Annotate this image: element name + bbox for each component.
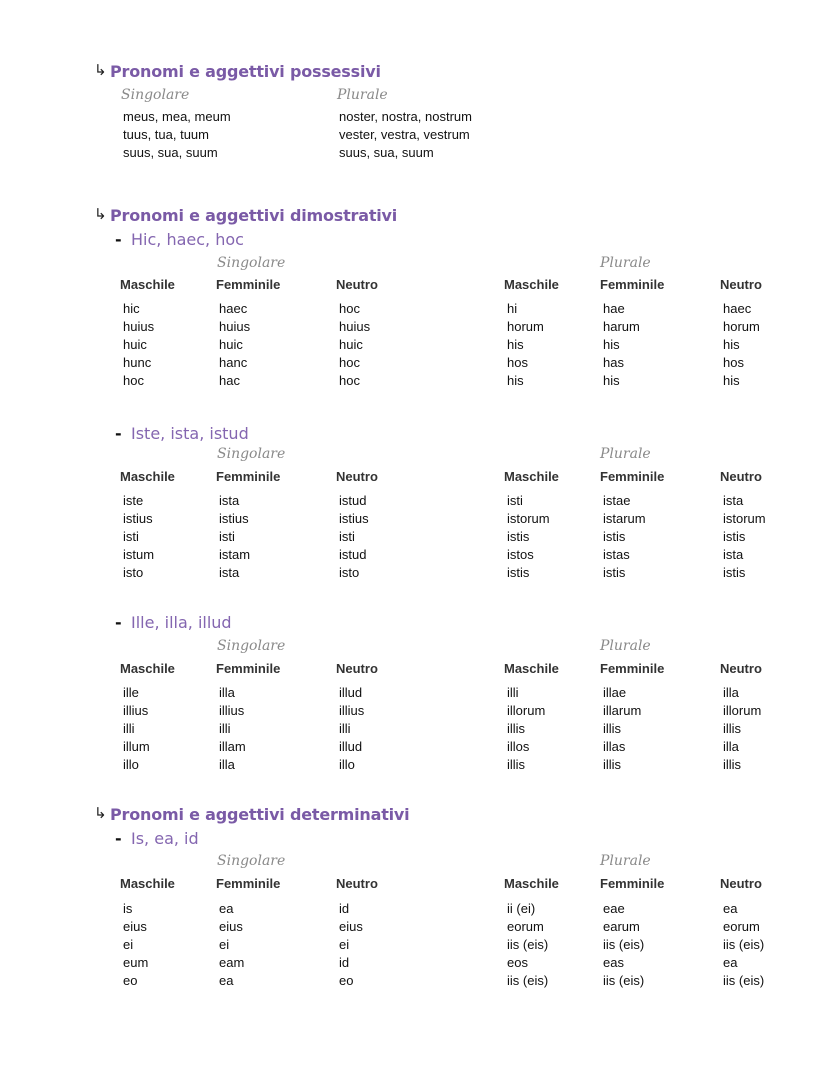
table-cell: huius bbox=[123, 319, 155, 334]
table-cell: illis bbox=[723, 721, 742, 736]
table-cell: illi bbox=[507, 685, 519, 700]
table-cell: eorum bbox=[723, 919, 760, 934]
table-cell: istius bbox=[219, 511, 249, 526]
table-cell: ista bbox=[219, 565, 240, 580]
table-cell: earum bbox=[603, 919, 640, 934]
table-cell: iis (eis) bbox=[507, 973, 549, 988]
table-cell: hi bbox=[507, 301, 518, 316]
table-cell: ista bbox=[723, 547, 744, 562]
column-header: Femminile bbox=[216, 876, 281, 891]
table-title: Is, ea, id bbox=[131, 829, 199, 848]
plural-label: Plurale bbox=[600, 255, 651, 271]
table-cell: ea bbox=[219, 973, 234, 988]
table-cell: istis bbox=[507, 529, 530, 544]
table-cell: illam bbox=[219, 739, 246, 754]
table-cell: eius bbox=[123, 919, 147, 934]
table-cell: id bbox=[339, 901, 350, 916]
column-header: Maschile bbox=[504, 277, 559, 292]
plural-label: Plurale bbox=[600, 446, 651, 462]
table-cell: istarum bbox=[603, 511, 646, 526]
table-cell: istud bbox=[339, 493, 367, 508]
table-cell: haec bbox=[219, 301, 248, 316]
table-cell: ea bbox=[219, 901, 234, 916]
column-header: Neutro bbox=[720, 469, 762, 484]
column-header: Neutro bbox=[720, 876, 762, 891]
table-cell: has bbox=[603, 355, 624, 370]
column-header: Maschile bbox=[504, 469, 559, 484]
table-cell: eam bbox=[219, 955, 245, 970]
column-header: Maschile bbox=[504, 876, 559, 891]
table-cell: illis bbox=[507, 757, 526, 772]
table-cell: hos bbox=[507, 355, 528, 370]
table-cell: istius bbox=[339, 511, 369, 526]
possessive-singular-form: suus, sua, suum bbox=[123, 145, 218, 160]
table-cell: harum bbox=[603, 319, 640, 334]
table-cell: huic bbox=[219, 337, 243, 352]
table-cell: illa bbox=[723, 739, 739, 754]
table-cell: illius bbox=[123, 703, 149, 718]
table-title: Iste, ista, istud bbox=[131, 424, 249, 443]
table-cell: istam bbox=[219, 547, 251, 562]
table-cell: eum bbox=[123, 955, 149, 970]
table-cell: istos bbox=[507, 547, 534, 562]
column-header: Neutro bbox=[336, 469, 378, 484]
singular-label: Singolare bbox=[217, 446, 286, 462]
column-header: Maschile bbox=[120, 661, 175, 676]
table-cell: his bbox=[723, 337, 740, 352]
column-header: Neutro bbox=[720, 277, 762, 292]
column-header: Neutro bbox=[336, 661, 378, 676]
table-cell: ea bbox=[723, 901, 738, 916]
table-cell: istis bbox=[723, 529, 746, 544]
plural-label: Plurale bbox=[337, 87, 388, 103]
table-cell: hoc bbox=[339, 355, 360, 370]
plural-label: Plurale bbox=[600, 853, 651, 869]
table-cell: istis bbox=[507, 565, 530, 580]
table-title: Ille, illa, illud bbox=[131, 613, 232, 632]
table-cell: illas bbox=[603, 739, 626, 754]
table-cell: hae bbox=[603, 301, 625, 316]
table-cell: eae bbox=[603, 901, 625, 916]
table-cell: hanc bbox=[219, 355, 248, 370]
table-cell: horum bbox=[723, 319, 760, 334]
table-cell: istud bbox=[339, 547, 367, 562]
column-header: Femminile bbox=[216, 469, 281, 484]
table-cell: isti bbox=[123, 529, 139, 544]
table-cell: ei bbox=[219, 937, 230, 952]
arrow-icon: ↳ bbox=[94, 205, 107, 223]
possessive-plural-form: vester, vestra, vestrum bbox=[339, 127, 470, 142]
table-cell: illud bbox=[339, 739, 363, 754]
possessive-singular-form: meus, mea, meum bbox=[123, 109, 231, 124]
column-header: Neutro bbox=[336, 876, 378, 891]
table-cell: illi bbox=[123, 721, 135, 736]
table-cell: ista bbox=[219, 493, 240, 508]
table-cell: illorum bbox=[507, 703, 546, 718]
table-cell: eos bbox=[507, 955, 528, 970]
section-title-dimostrativi: Pronomi e aggettivi dimostrativi bbox=[110, 206, 398, 225]
table-cell: huius bbox=[219, 319, 251, 334]
table-cell: iste bbox=[123, 493, 144, 508]
table-cell: illo bbox=[123, 757, 139, 772]
table-cell: his bbox=[507, 337, 524, 352]
table-cell: huic bbox=[123, 337, 147, 352]
table-cell: illae bbox=[603, 685, 627, 700]
table-cell: eius bbox=[339, 919, 363, 934]
table-cell: horum bbox=[507, 319, 544, 334]
singular-label: Singolare bbox=[217, 853, 286, 869]
table-cell: hoc bbox=[123, 373, 144, 388]
table-cell: eorum bbox=[507, 919, 544, 934]
singular-label: Singolare bbox=[217, 255, 286, 271]
column-header: Femminile bbox=[600, 469, 665, 484]
table-cell: illis bbox=[723, 757, 742, 772]
table-cell: istis bbox=[723, 565, 746, 580]
table-cell: his bbox=[603, 373, 620, 388]
table-cell: illi bbox=[219, 721, 231, 736]
table-cell: hic bbox=[123, 301, 140, 316]
table-cell: illo bbox=[339, 757, 355, 772]
column-header: Neutro bbox=[336, 277, 378, 292]
list-dash: - bbox=[115, 613, 122, 632]
table-cell: isti bbox=[219, 529, 235, 544]
arrow-icon: ↳ bbox=[94, 61, 107, 79]
column-header: Femminile bbox=[600, 661, 665, 676]
arrow-icon: ↳ bbox=[94, 804, 107, 822]
table-cell: iis (eis) bbox=[603, 973, 645, 988]
table-cell: istas bbox=[603, 547, 630, 562]
table-cell: isto bbox=[123, 565, 144, 580]
column-header: Femminile bbox=[216, 661, 281, 676]
column-header: Maschile bbox=[120, 469, 175, 484]
table-cell: is bbox=[123, 901, 133, 916]
possessive-plural-form: suus, sua, suum bbox=[339, 145, 434, 160]
table-cell: ii (ei) bbox=[507, 901, 536, 916]
table-title: Hic, haec, hoc bbox=[131, 230, 244, 249]
table-cell: id bbox=[339, 955, 350, 970]
table-cell: hunc bbox=[123, 355, 152, 370]
table-cell: eius bbox=[219, 919, 243, 934]
table-cell: his bbox=[723, 373, 740, 388]
table-cell: illis bbox=[507, 721, 526, 736]
table-cell: illum bbox=[123, 739, 150, 754]
list-dash: - bbox=[115, 230, 122, 249]
section-title-possessivi: Pronomi e aggettivi possessivi bbox=[110, 62, 381, 81]
table-cell: eo bbox=[339, 973, 354, 988]
column-header: Maschile bbox=[120, 876, 175, 891]
table-cell: iis (eis) bbox=[723, 973, 765, 988]
column-header: Femminile bbox=[600, 277, 665, 292]
plural-label: Plurale bbox=[600, 638, 651, 654]
table-cell: iis (eis) bbox=[723, 937, 765, 952]
column-header: Femminile bbox=[216, 277, 281, 292]
table-cell: istorum bbox=[507, 511, 550, 526]
table-cell: illius bbox=[219, 703, 245, 718]
table-cell: hoc bbox=[339, 301, 360, 316]
table-cell: huius bbox=[339, 319, 371, 334]
column-header: Femminile bbox=[600, 876, 665, 891]
table-cell: illarum bbox=[603, 703, 642, 718]
table-cell: illis bbox=[603, 757, 622, 772]
column-header: Maschile bbox=[120, 277, 175, 292]
table-cell: hac bbox=[219, 373, 240, 388]
table-cell: istius bbox=[123, 511, 153, 526]
possessive-singular-form: tuus, tua, tuum bbox=[123, 127, 209, 142]
table-cell: istis bbox=[603, 529, 626, 544]
table-cell: illa bbox=[219, 685, 235, 700]
table-cell: illud bbox=[339, 685, 363, 700]
table-cell: illorum bbox=[723, 703, 762, 718]
table-cell: illa bbox=[723, 685, 739, 700]
table-cell: illi bbox=[339, 721, 351, 736]
singular-label: Singolare bbox=[217, 638, 286, 654]
table-cell: illos bbox=[507, 739, 530, 754]
list-dash: - bbox=[115, 829, 122, 848]
table-cell: istorum bbox=[723, 511, 766, 526]
table-cell: ista bbox=[723, 493, 744, 508]
table-cell: illius bbox=[339, 703, 365, 718]
table-cell: eas bbox=[603, 955, 624, 970]
table-cell: istae bbox=[603, 493, 631, 508]
table-cell: his bbox=[507, 373, 524, 388]
table-cell: isti bbox=[507, 493, 523, 508]
table-cell: iis (eis) bbox=[603, 937, 645, 952]
column-header: Maschile bbox=[504, 661, 559, 676]
table-cell: illa bbox=[219, 757, 235, 772]
table-cell: ille bbox=[123, 685, 139, 700]
table-cell: ea bbox=[723, 955, 738, 970]
table-cell: iis (eis) bbox=[507, 937, 549, 952]
table-cell: hos bbox=[723, 355, 744, 370]
column-header: Neutro bbox=[720, 661, 762, 676]
table-cell: istis bbox=[603, 565, 626, 580]
table-cell: ei bbox=[339, 937, 350, 952]
table-cell: his bbox=[603, 337, 620, 352]
singular-label: Singolare bbox=[121, 87, 190, 103]
table-cell: isto bbox=[339, 565, 360, 580]
table-cell: huic bbox=[339, 337, 363, 352]
section-title-determinativi: Pronomi e aggettivi determinativi bbox=[110, 805, 410, 824]
table-cell: haec bbox=[723, 301, 752, 316]
table-cell: isti bbox=[339, 529, 355, 544]
list-dash: - bbox=[115, 424, 122, 443]
table-cell: ei bbox=[123, 937, 134, 952]
table-cell: eo bbox=[123, 973, 138, 988]
possessive-plural-form: noster, nostra, nostrum bbox=[339, 109, 472, 124]
table-cell: istum bbox=[123, 547, 155, 562]
table-cell: hoc bbox=[339, 373, 360, 388]
table-cell: illis bbox=[603, 721, 622, 736]
